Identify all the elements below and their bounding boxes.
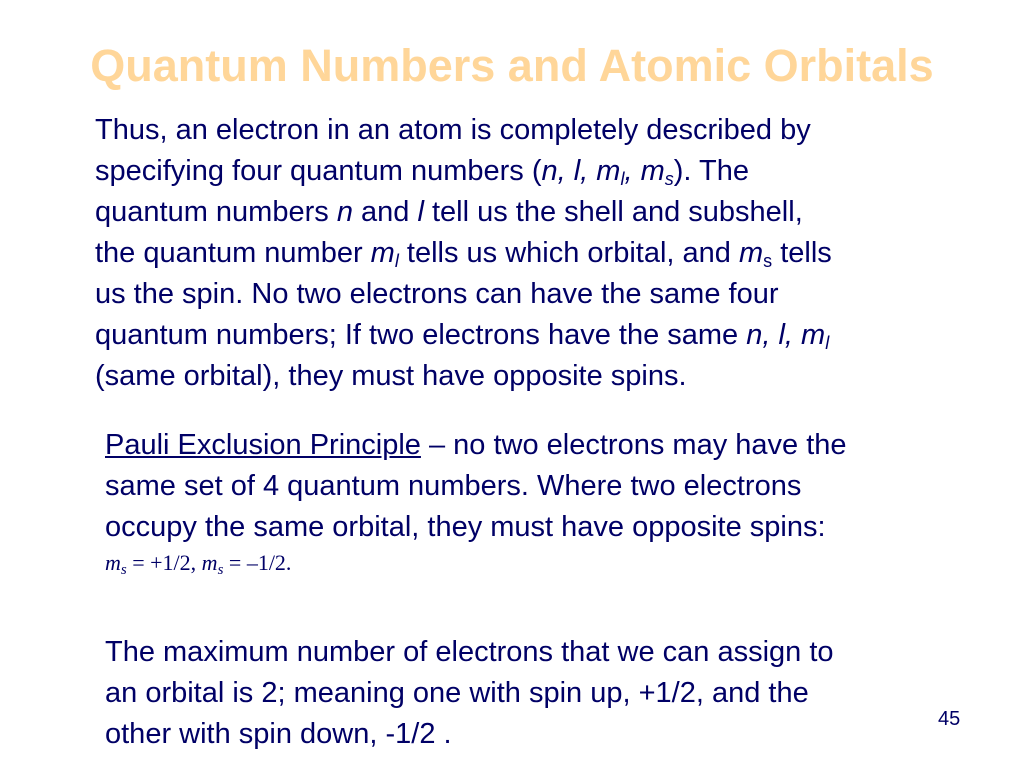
paragraph-line xyxy=(95,356,995,397)
text-run: tells us which orbital, and xyxy=(398,237,739,269)
text-run: quantum numbers xyxy=(95,196,337,228)
quantum-symbols: n, l, m xyxy=(541,155,621,187)
subscript-l: l xyxy=(620,169,625,189)
text-run: and xyxy=(352,196,418,228)
paragraph-line xyxy=(95,315,995,356)
paragraph-line xyxy=(95,192,995,233)
text-run: an orbital is 2; meaning one with spin up, +1/2, and the xyxy=(105,677,809,709)
text-run: specifying four quantum numbers ( xyxy=(95,155,542,187)
paragraph-line xyxy=(95,233,995,274)
eq-symbol-m: m xyxy=(105,550,121,575)
paragraph-line xyxy=(95,110,995,151)
quantum-symbols: n, l, m xyxy=(746,319,826,351)
paragraph-line xyxy=(105,425,1005,466)
slide-title: Quantum Numbers and Atomic Orbitals xyxy=(90,40,934,91)
paragraph-line xyxy=(95,151,995,192)
text-run: – no two electrons may have the xyxy=(420,429,847,461)
text-run: quantum numbers; If two electrons have the same xyxy=(95,319,747,351)
text-run: us the spin. No two electrons can have the same four xyxy=(95,278,779,310)
eq-text: = +1/2, xyxy=(126,550,202,575)
max-electrons-paragraph xyxy=(105,632,1005,755)
text-run: other with spin down, -1/2 . xyxy=(105,718,452,750)
paragraph-line xyxy=(95,274,995,315)
spin-equation xyxy=(105,548,1005,578)
text-run: The maximum number of electrons that we can assign to xyxy=(105,636,834,668)
quantum-symbol-n: n xyxy=(336,196,353,228)
paragraph-line xyxy=(105,673,1005,714)
quantum-symbol-m: m xyxy=(738,237,764,269)
pauli-term: Pauli Exclusion Principle xyxy=(105,429,421,461)
subscript-s: s xyxy=(763,251,773,271)
text-run: (same orbital), they must have opposite spins. xyxy=(95,360,687,392)
text-run: ). The xyxy=(673,155,749,187)
text-run: same set of 4 quantum numbers. Where two electrons xyxy=(105,470,802,502)
subscript-l: l xyxy=(825,333,830,353)
paragraph-line xyxy=(105,507,1005,548)
subscript-l: l xyxy=(394,251,399,271)
text-run: the quantum number xyxy=(95,237,371,269)
pauli-principle-paragraph xyxy=(105,425,1005,578)
text-run: Thus, an electron in an atom is completely described by xyxy=(95,114,811,146)
description-paragraph xyxy=(95,110,995,397)
eq-subscript-s: s xyxy=(217,562,224,578)
text-run: tells xyxy=(772,237,832,269)
paragraph-line xyxy=(105,632,1005,673)
quantum-symbol-m: , m xyxy=(624,155,665,187)
slide-number: 45 xyxy=(938,708,961,730)
eq-symbol-m: m xyxy=(201,550,218,575)
paragraph-line xyxy=(105,466,1005,507)
quantum-symbol-m: m xyxy=(370,237,395,269)
text-run: occupy the same orbital, they must have opposite spins: xyxy=(105,511,826,543)
quantum-symbol-l: l xyxy=(417,196,424,228)
eq-subscript-s: s xyxy=(120,562,127,578)
eq-text: = –1/2. xyxy=(223,550,292,575)
subscript-s: s xyxy=(664,169,674,189)
text-run: tell us the shell and subshell, xyxy=(423,196,803,228)
paragraph-line xyxy=(105,714,1005,755)
